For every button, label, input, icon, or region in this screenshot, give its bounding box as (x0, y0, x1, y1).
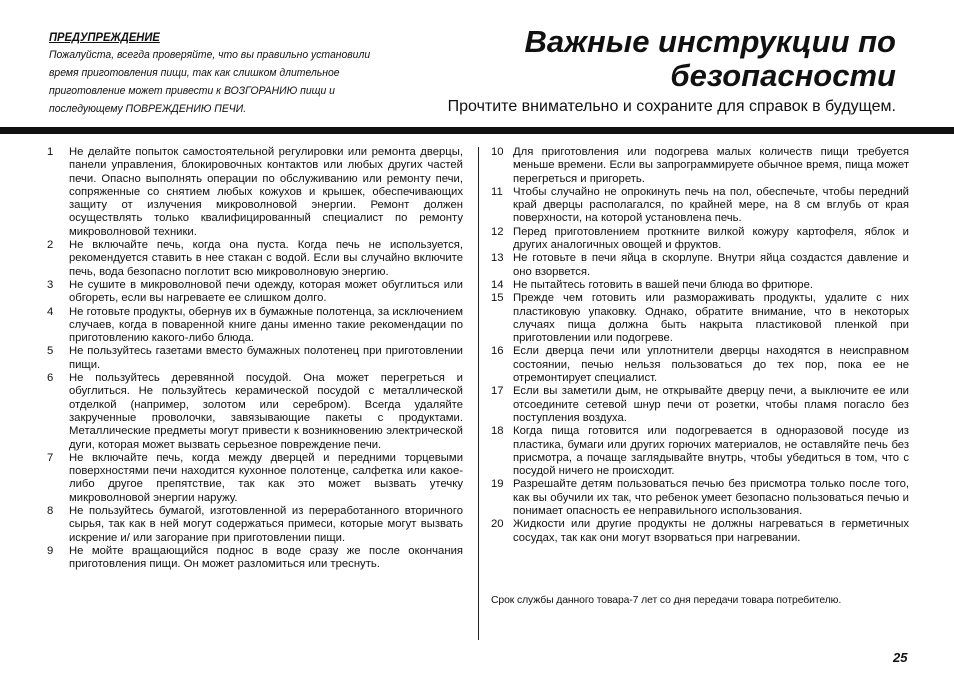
instruction-text: Не мойте вращающийся поднос в воде сразу же после окончания приготовления пищи. Он может разломиться или треснуть. (69, 544, 463, 571)
instruction-text: Чтобы случайно не опрокинуть печь на пол, обеспечьте, чтобы передний край дверцы располагался, по крайней мере, на 8 см вглубь от края поверхности, на которой установлена печь. (513, 185, 909, 225)
page-number: 25 (893, 650, 908, 665)
instruction-number: 8 (47, 505, 54, 518)
instruction-item (47, 146, 463, 239)
instruction-number: 20 (491, 518, 504, 531)
instruction-number: 6 (47, 372, 54, 385)
instruction-text: Не пытайтесь готовить в вашей печи блюда во фритюре. (513, 278, 813, 291)
instructions-left-column (47, 146, 463, 572)
column-divider (478, 147, 479, 640)
warning-title: ПРЕДУПРЕЖДЕНИЕ (49, 30, 160, 44)
instruction-item (491, 345, 909, 385)
instruction-number: 14 (491, 278, 504, 291)
instruction-number: 12 (491, 225, 504, 238)
page-subtitle: Прочтите внимательно и сохраните для справок в будущем. (447, 98, 896, 115)
instruction-number: 18 (491, 425, 504, 438)
instruction-item (47, 306, 463, 346)
service-life-note: Срок службы данного товара-7 лет со дня передачи товара потребителю. (491, 595, 842, 606)
instruction-item (491, 186, 909, 226)
instruction-number: 7 (47, 451, 54, 464)
instruction-item (47, 452, 463, 505)
instruction-item (491, 385, 909, 425)
instruction-number: 9 (47, 544, 54, 557)
instruction-number: 3 (47, 278, 54, 291)
instruction-text: Если вы заметили дым, не открывайте дверцу печи, а выключите ее или отсоедините сетевой шнур печи от розетки, чтобы пламя погасло без поступления воздуха. (513, 385, 909, 424)
instruction-item (491, 518, 909, 545)
instruction-item (491, 478, 909, 518)
instruction-item (491, 425, 909, 478)
instruction-text: Не пользуйтесь деревянной посудой. Она может перегреться и обуглиться. Не пользуйтесь керамической посудой с металлической отделкой (например, золотом или серебром). Всегда удаляйте закрученные проволочки, завязывающие пакеты с продуктами. Металлические предметы могут привести к возникновению электрической дуги, которая может вызвать серьезное повреждение печи. (69, 372, 463, 451)
instruction-text: Не сушите в микроволновой печи одежду, которая может обуглиться или обгореть, если вы нагреваете ее слишком долго. (69, 278, 463, 305)
instructions-right-column (491, 146, 909, 545)
warning-text: Пожалуйста, всегда проверяйте, что вы правильно установили время приготовления пищи, так как слишком длительное приготовление может привести к ВОЗГОРАНИЮ пищи и последующему ПОВРЕЖДЕНИЮ ПЕЧИ. (49, 49, 371, 115)
instruction-number: 4 (47, 305, 54, 318)
instruction-item (491, 279, 909, 292)
instruction-item (47, 505, 463, 545)
instruction-number: 16 (491, 345, 504, 358)
instruction-item (491, 146, 909, 186)
instruction-text: Не делайте попыток самостоятельной регулировки или ремонта дверцы, панели управления, блокировочных контактов или любых других частей печи. Опасно выполнять операции по обслуживанию или ремонту печи, сопряженные со снятием любых кожухов и крышек, обеспечивающих защиту от излучения микроволновой энергии. Ремонт должен осуществлять только квалифицированный специалист по ремонту микроволновой техники. (69, 146, 463, 238)
instruction-item (47, 545, 463, 572)
instruction-number: 15 (491, 292, 504, 305)
instruction-text: Для приготовления или подогрева малых количеств пищи требуется меньше времени. Если вы запрограммируете обычное время, пища может перегреться и пригореть. (513, 146, 909, 185)
instruction-text: Не пользуйтесь бумагой, изготовленной из переработанного вторичного сырья, так как в ней могут содержаться примеси, которые могут вызвать искрение и/ или загорание при приготовлении пищи. (69, 505, 463, 544)
instruction-text: Жидкости или другие продукты не должны нагреваться в герметичных сосудах, так как они могут взорваться при нагревании. (513, 518, 909, 544)
instruction-text: Если дверца печи или уплотнители дверцы находятся в неисправном состоянии, печью нельзя пользоваться до тех пор, пока ее не отремонтирует специалист. (513, 345, 909, 385)
instruction-number: 17 (491, 385, 504, 398)
instruction-number: 10 (491, 146, 504, 158)
instruction-item (47, 372, 463, 452)
instruction-item (47, 345, 463, 372)
instruction-text: Когда пища готовится или подогревается в одноразовой посуде из пластика, бумаги или других горючих материалов, не оставляйте печь без присмотра, а почаще заглядывайте внутрь, чтобы убедиться в том, что с посудой ничего не происходит. (513, 425, 909, 478)
instruction-number: 13 (491, 252, 504, 265)
instruction-item (491, 226, 909, 253)
instruction-text: Разрешайте детям пользоваться печью без присмотра только после того, как вы обучили их так, что ребенок умеет безопасно пользоваться печью и понимает опасность ее неправильного использования. (513, 478, 909, 518)
instruction-number: 1 (47, 146, 54, 158)
instruction-text: Прежде чем готовить или размораживать продукты, удалите с них пластиковую упаковку. Однако, обратите внимание, что в некоторых случаях пища должна быть накрыта пластиковой пленкой при приготовлении или подогреве. (513, 292, 909, 345)
instruction-text: Перед приготовлением проткните вилкой кожуру картофеля, яблок и других аналогичных овощей и фруктов. (513, 225, 909, 252)
instruction-text: Не включайте печь, когда между дверцей и передними торцевыми поверхностями печи находится кухонное полотенце, салфетка или какое-либо другое препятствие, так как это может вызвать утечку микроволновой энергии наружу. (69, 451, 463, 504)
page-title: Важные инструкции по безопасности (524, 24, 896, 93)
instruction-text: Не пользуйтесь газетами вместо бумажных полотенец при приготовлении пищи. (69, 345, 463, 371)
instruction-item (491, 252, 909, 279)
instruction-number: 5 (47, 345, 54, 358)
instruction-number: 11 (491, 185, 503, 198)
instruction-number: 2 (47, 239, 54, 252)
instruction-number: 19 (491, 478, 504, 491)
instruction-item (47, 279, 463, 306)
instruction-text: Не включайте печь, когда она пуста. Когда печь не используется, рекомендуется ставить в нее стакан с водой. Если вы случайно включите печь, вода безопасно поглотит всю микроволновую энергию. (69, 239, 463, 278)
instruction-item (491, 292, 909, 345)
instruction-text: Не готовьте в печи яйца в скорлупе. Внутри яйца создастся давление и оно взорвется. (513, 252, 909, 278)
instruction-item (47, 239, 463, 279)
header-rule (0, 127, 954, 134)
warning-box (49, 28, 375, 118)
instruction-text: Не готовьте продукты, обернув их в бумажные полотенца, за исключением случаев, когда в поваренной книге даны именно такие рекомендации по приготовлению какого-либо блюда. (69, 305, 463, 345)
